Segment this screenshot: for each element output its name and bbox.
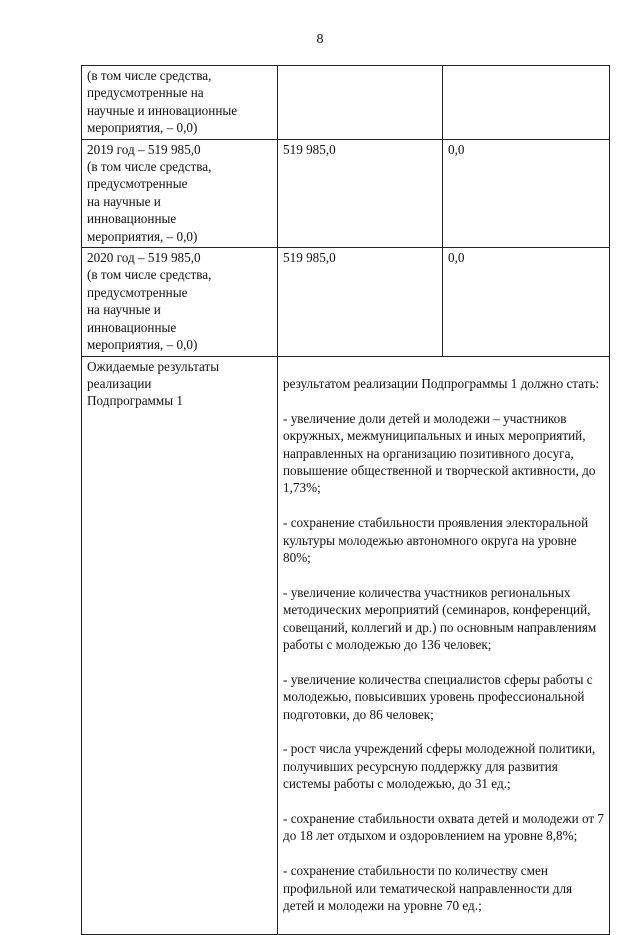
table-cell: 519 985,0 [278, 139, 443, 247]
results-line: - сохранение стабильности проявления электоральной культуры молодежью автономного округа на уровне 80%; [283, 515, 589, 565]
table-row [82, 66, 610, 140]
table-cell: 2020 год – 519 985,0 (в том числе средства, предусмотренные на научные и инновационные мероприятия, – 0,0) [82, 248, 278, 356]
table-cell [278, 66, 443, 140]
table-row [82, 248, 610, 356]
results-line: - увеличение доли детей и молодежи – участников окружных, межмуниципальных и иных мероприятий, направленных на организацию позитивного досуга, повышение общественной и творческой активности, до 1,73%; [283, 410, 596, 496]
program-table [81, 65, 610, 935]
results-line: результатом реализации Подпрограммы 1 должно стать: [283, 375, 600, 391]
results-line: - сохранение стабильности охвата детей и молодежи от 7 до 18 лет отдыхом и оздоровлением на уровне 8,8%; [283, 811, 605, 844]
results-label: Ожидаемые результаты реализации Подпрограммы 1 [82, 356, 278, 934]
table-row [82, 356, 610, 934]
table-cell: 0,0 [443, 139, 610, 247]
table-cell: 519 985,0 [278, 248, 443, 356]
results-line: - увеличение количества участников региональных методических мероприятий (семинаров, конференций, совещаний, коллегий и др.) по основным направлениям работы с молодежью до 136 человек; [283, 584, 597, 652]
results-line: - увеличение количества специалистов сферы работы с молодежью, повысивших уровень профессиональной подготовки, до 86 человек; [283, 671, 593, 722]
results-line: - сохранение стабильности по количеству смен профильной или тематической направленности для детей и молодежи на уровне 70 ед.; [283, 863, 573, 914]
table-cell [443, 66, 610, 140]
table-row [82, 139, 610, 247]
table-cell: (в том числе средства, предусмотренные на научные и инновационные мероприятия, – 0,0) [82, 66, 278, 140]
results-text [278, 356, 610, 934]
table-cell: 2019 год – 519 985,0 (в том числе средства, предусмотренные на научные и инновационные мероприятия, – 0,0) [82, 139, 278, 247]
page-number: 8 [316, 32, 324, 47]
table-cell: 0,0 [443, 248, 610, 356]
results-line: - рост числа учреждений сферы молодежной политики, получивших ресурсную поддержку для развития системы работы с молодежью, до 31 ед.; [283, 741, 596, 792]
